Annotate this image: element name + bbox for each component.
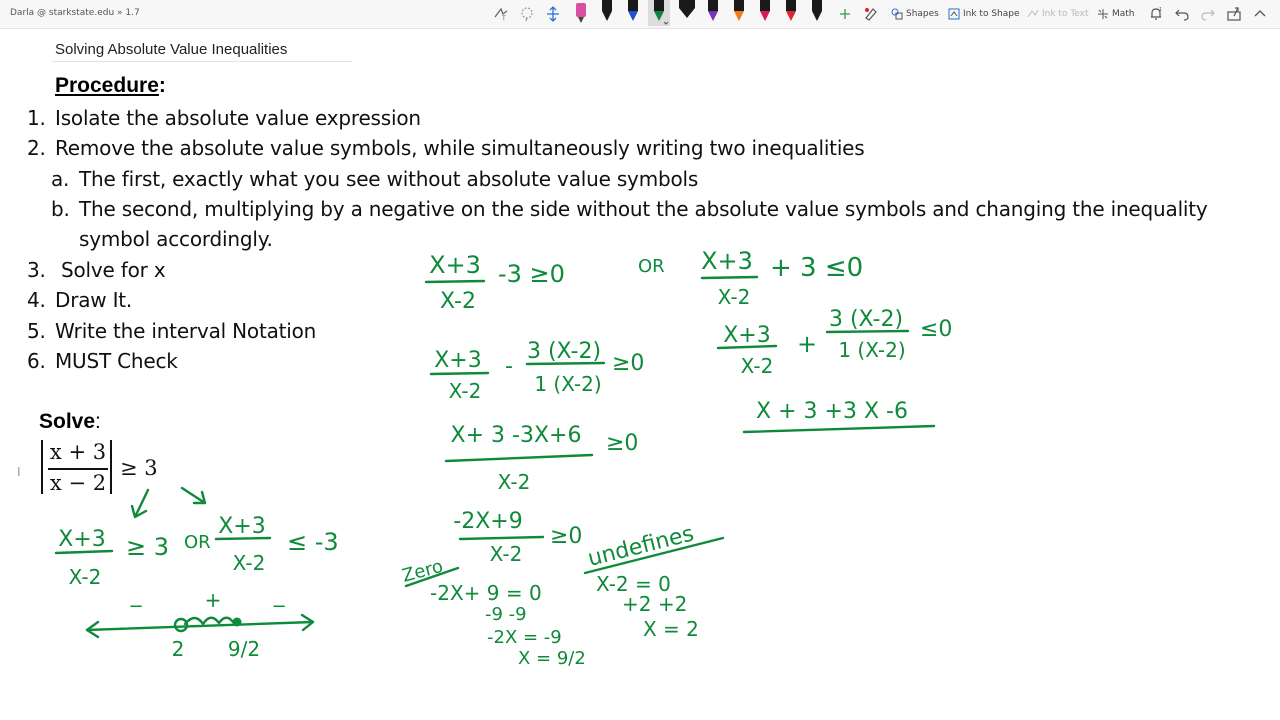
undo-icon[interactable] bbox=[1173, 5, 1191, 23]
c1-r4-den: X-2 bbox=[489, 542, 523, 566]
c2-r2-plus: + bbox=[797, 330, 818, 358]
text-cursor-icon: I bbox=[17, 465, 21, 479]
sign-plus: + bbox=[204, 588, 222, 612]
c2-or: OR bbox=[638, 256, 665, 277]
c1-undef-line3: X = 2 bbox=[643, 617, 699, 641]
c2-r2-rel: ≤0 bbox=[920, 317, 953, 342]
ink-left-fraction-bar bbox=[56, 551, 112, 553]
ink-left-fraction-bar-2 bbox=[216, 538, 270, 539]
svg-text:T: T bbox=[502, 15, 506, 22]
sign-minus-right: − bbox=[271, 596, 287, 617]
tick-label-9-2: 9/2 bbox=[227, 637, 261, 661]
c2-r1-den: X-2 bbox=[717, 285, 751, 309]
c1-r4-num: -2X+9 bbox=[453, 509, 523, 534]
title-divider bbox=[52, 61, 352, 62]
ink-left-den: X-2 bbox=[68, 565, 102, 589]
lasso-select-icon[interactable] bbox=[492, 5, 510, 23]
ink-left-num: X+3 bbox=[58, 527, 106, 552]
number-line-arrow-right bbox=[302, 615, 313, 630]
number-line-axis bbox=[87, 622, 313, 630]
c1-r2-num: X+3 bbox=[434, 348, 482, 373]
procedure-step-2a: a. The first, exactly what you see without absolute value symbols bbox=[51, 167, 699, 191]
abs-bar-left bbox=[41, 440, 43, 494]
c1-zero-line1: -2X+ 9 = 0 bbox=[430, 581, 542, 605]
procedure-heading: Procedure: bbox=[55, 74, 166, 97]
fraction-denominator: x − 2 bbox=[49, 471, 107, 495]
tick-label-2: 2 bbox=[171, 637, 185, 661]
notifications-icon[interactable] bbox=[1147, 5, 1165, 23]
ink-to-shape-icon bbox=[948, 8, 960, 20]
ink-left-num2: X+3 bbox=[218, 514, 266, 539]
ink-left-den2: X-2 bbox=[232, 551, 266, 575]
c2-r2-den2: 1 (X-2) bbox=[838, 338, 906, 362]
procedure-step-5: 5. Write the interval Notation bbox=[27, 319, 317, 343]
solve-label: Solve: bbox=[39, 410, 101, 433]
ink-column-1 bbox=[400, 251, 723, 669]
pen-black-2-icon[interactable] bbox=[676, 0, 698, 26]
procedure-step-2b-continued: symbol accordingly. bbox=[79, 227, 273, 251]
ink-column-2 bbox=[638, 247, 952, 432]
c2-r2-num2: 3 (X-2) bbox=[828, 307, 904, 332]
pen-purple-icon[interactable] bbox=[702, 0, 724, 26]
add-pen-icon[interactable] bbox=[836, 5, 854, 23]
ink-left-rel: ≥ 3 bbox=[126, 533, 170, 561]
svg-text:1: 1 bbox=[1159, 7, 1163, 13]
pen-black-3-icon[interactable] bbox=[806, 0, 828, 26]
c1-undefined-label: undefines bbox=[585, 521, 697, 572]
open-circle-at-2 bbox=[175, 619, 187, 631]
procedure-step-6: 6. MUST Check bbox=[27, 349, 178, 373]
c1-zero-line3: -2X = -9 bbox=[487, 627, 562, 648]
procedure-step-3: 3. Solve for x bbox=[27, 258, 166, 282]
pen-green-icon[interactable] bbox=[648, 0, 670, 26]
pen-magenta-icon[interactable] bbox=[754, 0, 776, 26]
ink-number-line bbox=[87, 588, 313, 661]
onenote-toolbar bbox=[0, 0, 1280, 29]
c2-r1-rest: + 3 ≤0 bbox=[770, 253, 864, 283]
math-button[interactable]: Math bbox=[1097, 5, 1135, 23]
absolute-value-inequality[interactable] bbox=[40, 440, 170, 496]
c2-r2-num: X+3 bbox=[723, 323, 771, 348]
c2-r3-num: X + 3 +3 X -6 bbox=[756, 399, 908, 424]
pen-red-icon[interactable] bbox=[780, 0, 802, 26]
c1-r3-rel: ≥0 bbox=[606, 431, 639, 456]
fraction-bar bbox=[48, 468, 108, 470]
shapes-button[interactable]: Shapes bbox=[891, 5, 939, 23]
number-line-arrow-left bbox=[87, 622, 98, 637]
collapse-ribbon-icon[interactable] bbox=[1251, 5, 1269, 23]
c1-r2-rel: ≥0 bbox=[612, 351, 645, 376]
c1-r1-num: X+3 bbox=[429, 251, 481, 279]
math-icon bbox=[1097, 8, 1109, 20]
c1-zero-line2: -9 -9 bbox=[485, 604, 527, 625]
c2-r1-num: X+3 bbox=[701, 247, 753, 275]
procedure-step-2: 2. Remove the absolute value symbols, while simultaneously writing two inequalities bbox=[27, 136, 865, 160]
sign-minus-left: − bbox=[128, 596, 144, 617]
shapes-icon bbox=[891, 8, 903, 20]
c1-r1-rest: -3 ≥0 bbox=[498, 260, 565, 288]
ink-or-left: OR bbox=[184, 532, 211, 553]
closed-circle-at-9-2 bbox=[233, 618, 242, 627]
redo-icon[interactable] bbox=[1199, 5, 1217, 23]
c1-r2-num2: 3 (X-2) bbox=[526, 339, 602, 364]
ink-left-rel2: ≤ -3 bbox=[287, 528, 339, 556]
c1-undef-line1: X-2 = 0 bbox=[596, 572, 671, 596]
c1-r2-den2: 1 (X-2) bbox=[534, 372, 602, 396]
fraction-numerator: x + 3 bbox=[49, 440, 107, 464]
lasso-icon[interactable] bbox=[518, 5, 536, 23]
c1-zero-label: Zero bbox=[399, 555, 446, 587]
shading-scribble bbox=[185, 618, 233, 624]
inequality-rhs: ≥ 3 bbox=[120, 456, 158, 480]
ink-left-inequalities bbox=[56, 514, 339, 589]
c1-r3-num: X+ 3 -3X+6 bbox=[450, 423, 582, 448]
c1-zero-line4: X = 9/2 bbox=[518, 648, 586, 669]
abs-bar-right bbox=[110, 440, 112, 494]
pen-black-icon[interactable] bbox=[596, 0, 618, 26]
pen-orange-icon[interactable] bbox=[728, 0, 750, 26]
c1-r2-minus: - bbox=[505, 354, 513, 379]
notebook-title: Darla @ starkstate.edu » 1.7 bbox=[10, 8, 140, 18]
c1-undef-line2: +2 +2 bbox=[622, 592, 688, 616]
ink-replay-icon[interactable] bbox=[862, 5, 880, 23]
page-title[interactable]: Solving Absolute Value Inequalities bbox=[55, 41, 288, 58]
share-icon[interactable] bbox=[1225, 5, 1243, 23]
procedure-step-1: 1. Isolate the absolute value expression bbox=[27, 106, 421, 130]
procedure-step-4: 4. Draw It. bbox=[27, 288, 133, 312]
ink-to-text-icon bbox=[1027, 8, 1039, 20]
c1-r3-den: X-2 bbox=[497, 470, 531, 494]
c1-r2-den: X-2 bbox=[448, 379, 482, 403]
add-space-icon[interactable] bbox=[544, 5, 562, 23]
procedure-step-2b: b. The second, multiplying by a negative on the side without the absolute value symbols and changing the inequality bbox=[51, 197, 1208, 221]
ink-to-text-button[interactable]: Ink to Text bbox=[1027, 5, 1089, 23]
pen-pink-icon[interactable] bbox=[570, 0, 592, 26]
c1-r1-den: X-2 bbox=[440, 289, 476, 314]
c1-r4-rel: ≥0 bbox=[550, 524, 583, 549]
pen-blue-icon[interactable] bbox=[622, 0, 644, 26]
c2-r2-den: X-2 bbox=[740, 354, 774, 378]
ink-to-shape-button[interactable]: Ink to Shape bbox=[948, 5, 1020, 23]
